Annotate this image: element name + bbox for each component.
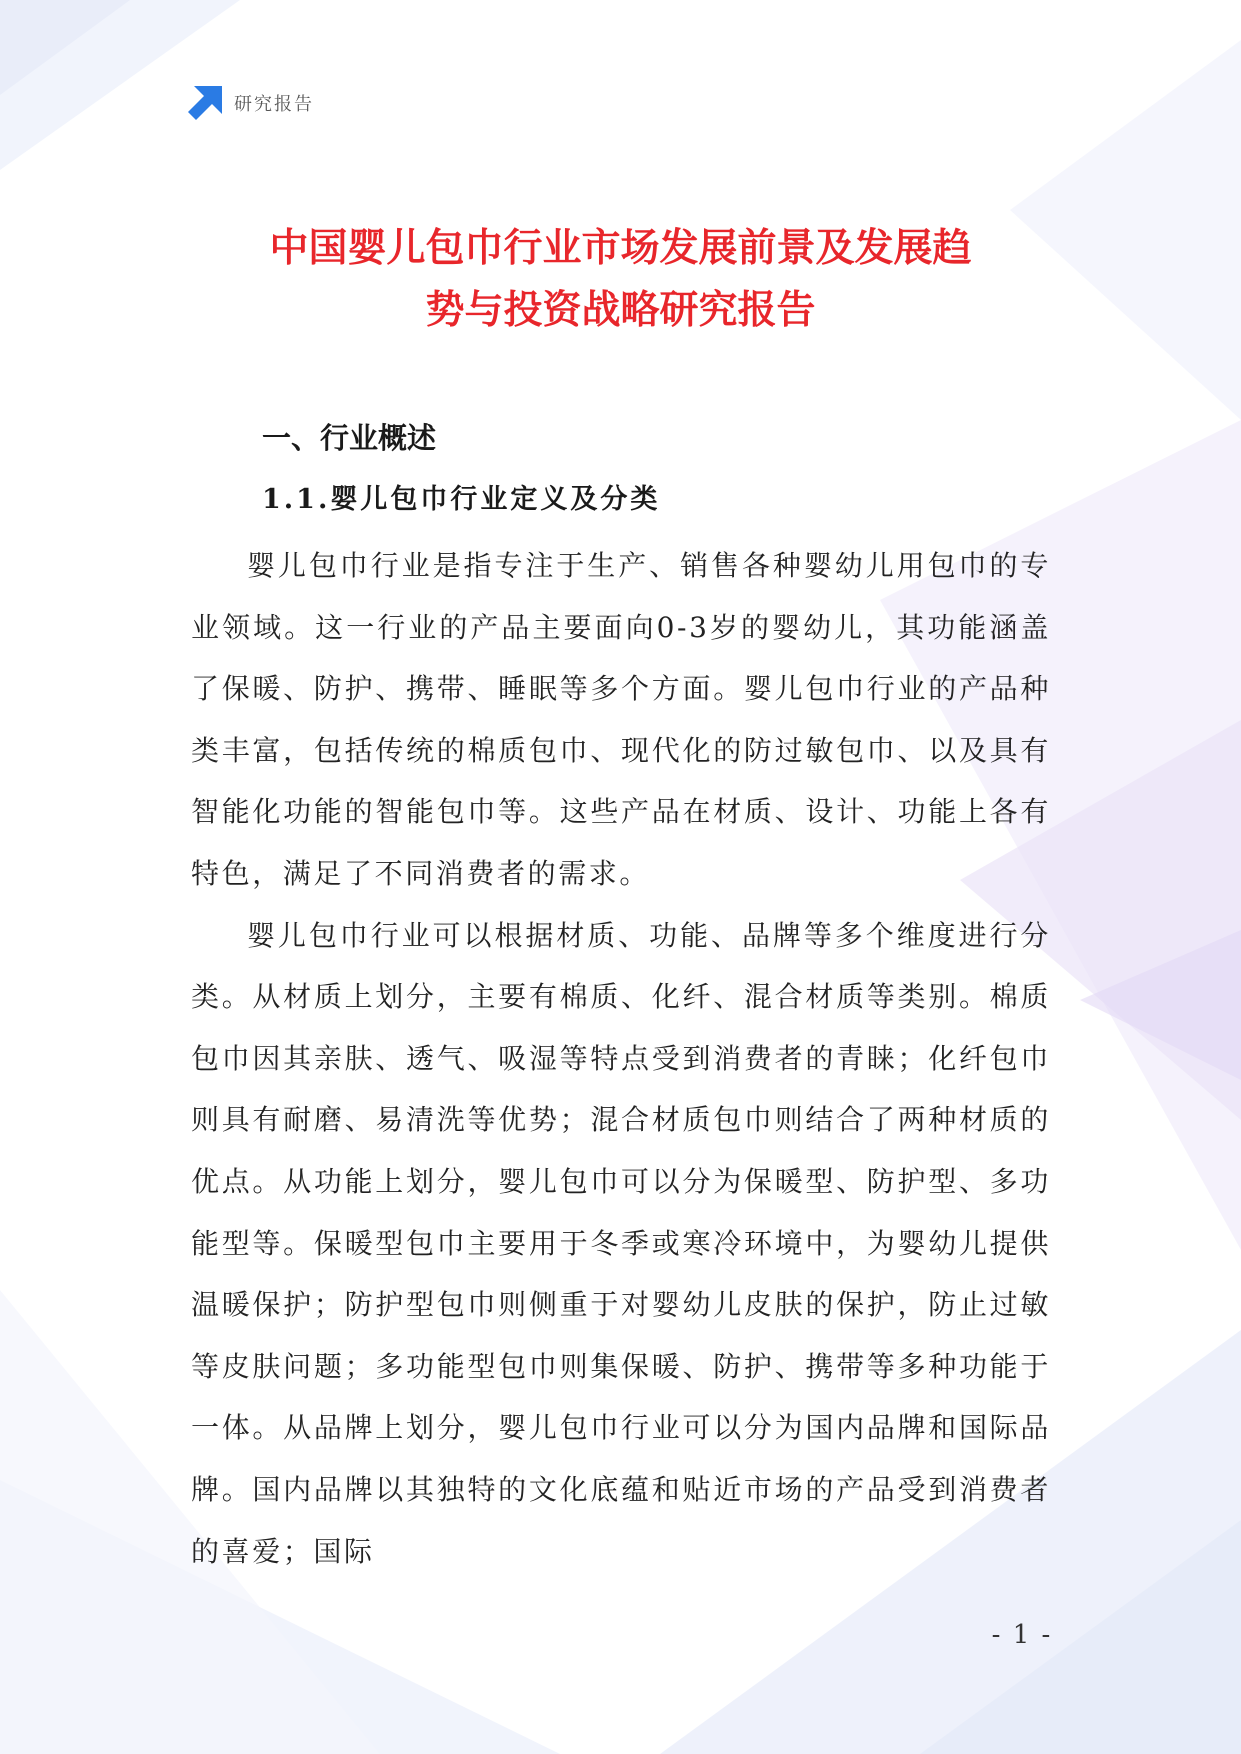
title-line-2: 势与投资战略研究报告 <box>425 288 816 333</box>
subsection-heading: 1.1.婴儿包巾行业定义及分类 <box>262 484 661 515</box>
page-number: - 1 - <box>991 1620 1053 1650</box>
brand-label: 研究报告 <box>234 94 314 115</box>
arrow-up-right-icon <box>188 86 222 120</box>
report-header <box>188 86 314 120</box>
paragraph-2: 婴儿包巾行业可以根据材质、功能、品牌等多个维度进行分类。从材质上划分，主要有棉质、化纤、混合材质等类别。棉质包巾因其亲肤、透气、吸湿等特点受到消费者的青睐；化纤包巾则具有耐磨、易清洗等优势；混合材质包巾则结合了两种材质的优点。从功能上划分，婴儿包巾可以分为保暖型、防护型、多功能型等。保暖型包巾主要用于冬季或寒冷环境中，为婴幼儿提供温暖保护；防护型包巾则侧重于对婴幼儿皮肤的保护，防止过敏等皮肤问题；多功能型包巾则集保暖、防护、携带等多种功能于一体。从品牌上划分，婴儿包巾行业可以分为国内品牌和国际品牌。国内品牌以其独特的文化底蕴和贴近市场的产品受到消费者的喜爱；国际 <box>191 918 1051 1568</box>
title-line-1: 中国婴儿包巾行业市场发展前景及发展趋 <box>269 226 972 271</box>
section-heading: 一、行业概述 <box>262 421 437 455</box>
paragraph-1: 婴儿包巾行业是指专注于生产、销售各种婴幼儿用包巾的专业领域。这一行业的产品主要面向0-3岁的婴幼儿，其功能涵盖了保暖、防护、携带、睡眠等多个方面。婴儿包巾行业的产品种类丰富，包括传统的棉质包巾、现代化的防过敏包巾、以及具有智能化功能的智能包巾等。这些产品在材质、设计、功能上各有特色，满足了不同消费者的需求。 <box>191 549 1051 890</box>
body-text <box>191 535 1051 1582</box>
report-title <box>160 218 1081 342</box>
